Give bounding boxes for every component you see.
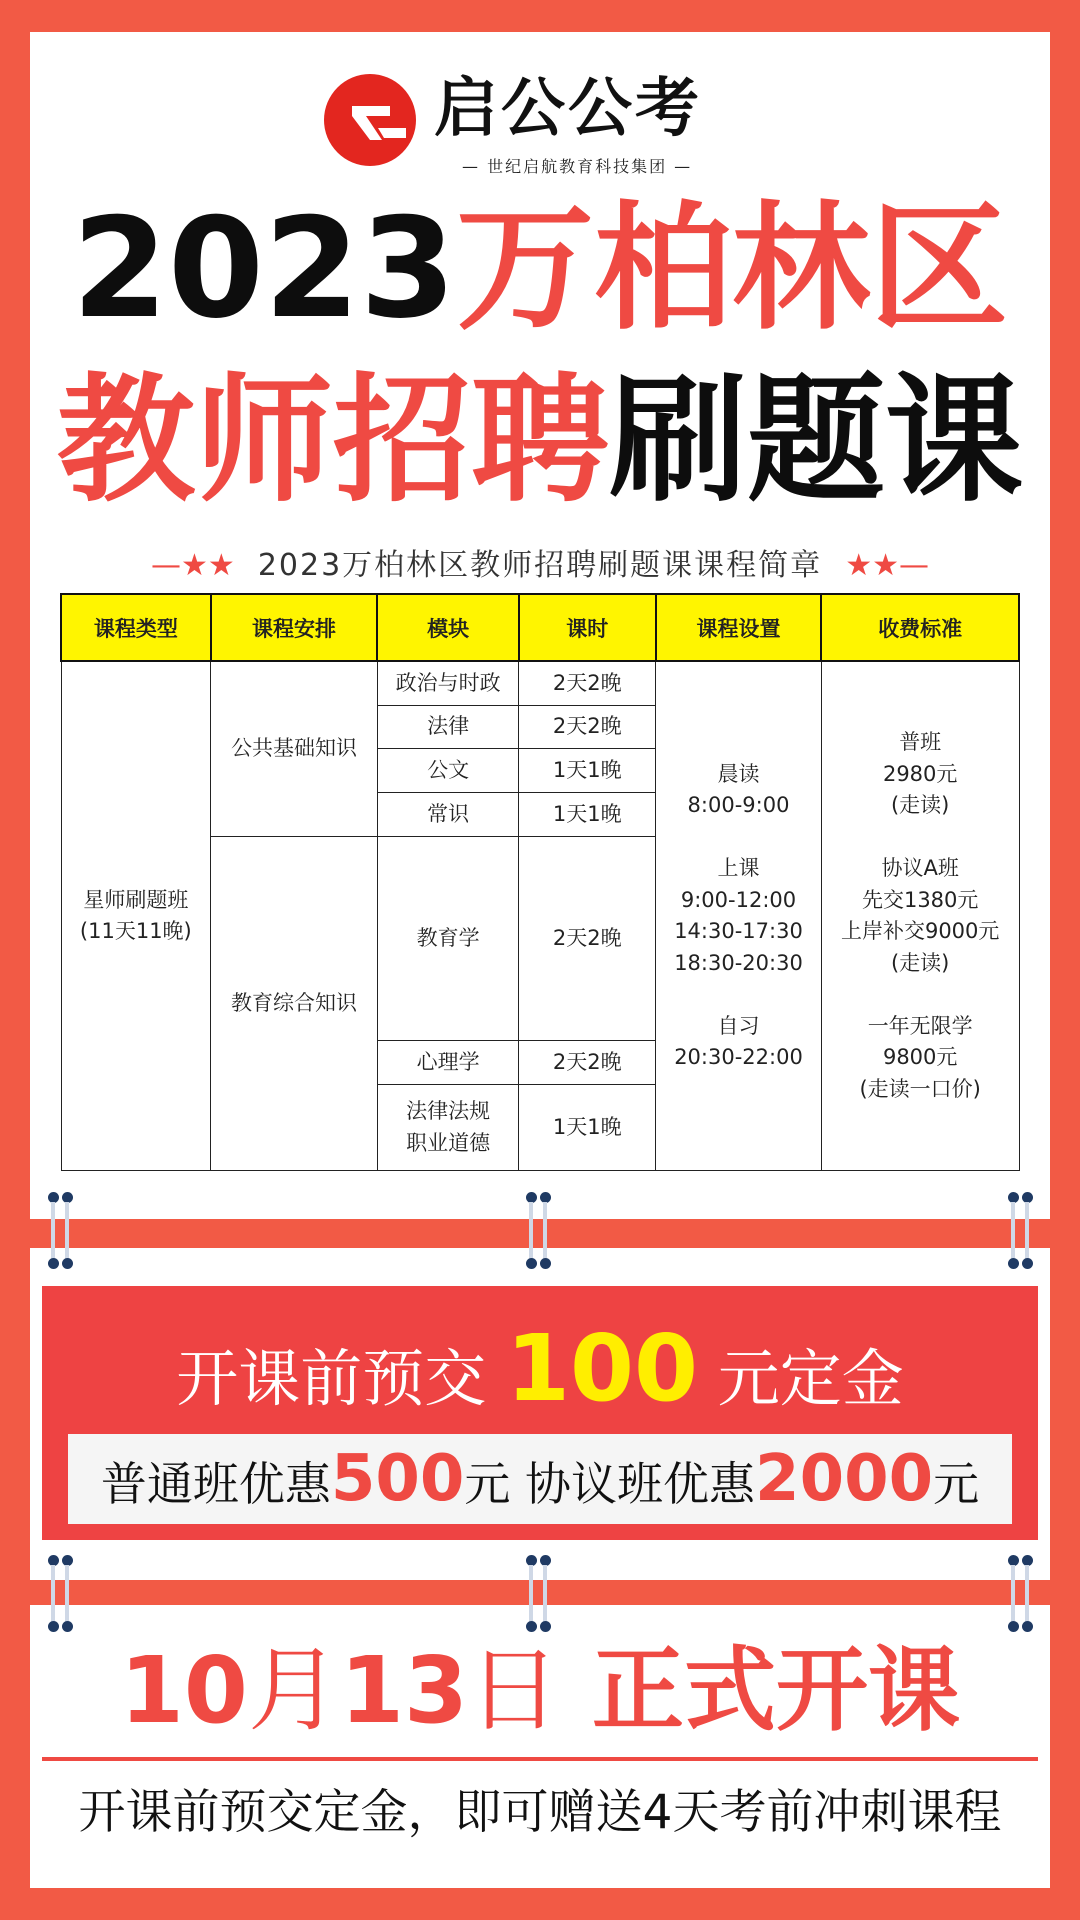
module-cell: 教育学: [377, 836, 519, 1041]
module-cell: 常识: [377, 793, 519, 837]
header-fees: 收费标准: [821, 594, 1019, 661]
start-text: 正式开课: [592, 1637, 961, 1744]
start-month-char: 月: [247, 1637, 340, 1744]
binder-clip-icon: [44, 1192, 84, 1272]
header-module: 模块: [377, 594, 519, 661]
deposit-suffix: 元定金: [717, 1342, 904, 1415]
table-row: [61, 661, 1019, 705]
star-decoration-right: ★★—: [845, 548, 930, 583]
arrangement-cell: 教育综合知识: [211, 836, 378, 1170]
course-type-cell: 星师刷题班 (11天11晚): [61, 661, 211, 1171]
hours-cell: 1天1晚: [519, 793, 656, 837]
agreement-discount-label: 协议班优惠: [525, 1457, 756, 1511]
start-day-number: 13: [339, 1637, 468, 1744]
table-header-row: [61, 594, 1019, 661]
binder-clip-icon: [522, 1555, 562, 1635]
module-cell: 法律: [377, 705, 519, 749]
schedule-cell: 晨读 8:00-9:00 上课 9:00-12:00 14:30-17:30 18:30-20:30 自习 20:30-22:00: [656, 661, 822, 1171]
brochure-subtitle: [0, 540, 1080, 584]
start-month-number: 10: [119, 1637, 248, 1744]
course-table: [60, 593, 1020, 1171]
hours-cell: 2天2晚: [519, 661, 656, 705]
subtitle-text: 2023万柏林区教师招聘刷题课课程简章: [257, 548, 823, 583]
hours-cell: 2天2晚: [519, 1041, 656, 1085]
start-date-line: [0, 1637, 1080, 1744]
headline-year: 2023: [71, 188, 457, 349]
regular-discount-amount: 500: [330, 1442, 465, 1516]
agreement-discount-unit: 元: [933, 1457, 980, 1511]
hours-cell: 2天2晚: [519, 836, 656, 1041]
arrangement-cell: 公共基础知识: [211, 661, 378, 836]
binder-clip-icon: [522, 1192, 562, 1272]
brand-logo: [322, 70, 762, 180]
headline-line-1: [0, 188, 1080, 349]
regular-discount-unit: 元: [464, 1457, 511, 1511]
deposit-line: [42, 1314, 1038, 1424]
fees-cell: 普班 2980元 (走读) 协议A班 先交1380元 上岸补交9000元 (走读) 一年无限学 9800元 (走读一口价): [821, 661, 1019, 1171]
footer-text: 开课前预交定金，即可赠送4天考前冲刺课程: [78, 1785, 1002, 1840]
binder-clip-icon: [1004, 1555, 1044, 1635]
brand-name: 启公公考: [434, 72, 702, 146]
divider: [42, 1757, 1038, 1761]
headline-line-2: [0, 360, 1080, 521]
brand-tagline: — 世纪启航教育科技集团 —: [462, 157, 693, 176]
headline-district: 万柏林区: [456, 188, 1009, 349]
module-cell: 心理学: [377, 1041, 519, 1085]
binder-clip-icon: [44, 1555, 84, 1635]
hours-cell: 1天1晚: [519, 1085, 656, 1171]
header-schedule: 课程设置: [656, 594, 822, 661]
regular-discount-label: 普通班优惠: [100, 1457, 331, 1511]
star-decoration-left: —★★: [150, 548, 235, 583]
header-hours: 课时: [519, 594, 656, 661]
module-cell: 政治与时政: [377, 661, 519, 705]
module-cell: 公文: [377, 749, 519, 793]
discount-box: [68, 1434, 1012, 1524]
hours-cell: 1天1晚: [519, 749, 656, 793]
agreement-discount-amount: 2000: [755, 1442, 934, 1516]
binder-clip-icon: [1004, 1192, 1044, 1272]
header-arrangement: 课程安排: [211, 594, 378, 661]
deposit-banner: [42, 1286, 1038, 1540]
deposit-prefix: 开课前预交: [176, 1342, 487, 1415]
headline-course: 刷题课: [609, 360, 1024, 521]
hours-cell: 2天2晚: [519, 705, 656, 749]
deposit-amount: 100: [505, 1315, 699, 1422]
header-course-type: 课程类型: [61, 594, 211, 661]
module-cell: 法律法规 职业道德: [377, 1085, 519, 1171]
start-day-char: 日: [468, 1637, 561, 1744]
headline-recruit: 教师招聘: [56, 360, 609, 521]
brand-logo-icon: [322, 72, 418, 168]
